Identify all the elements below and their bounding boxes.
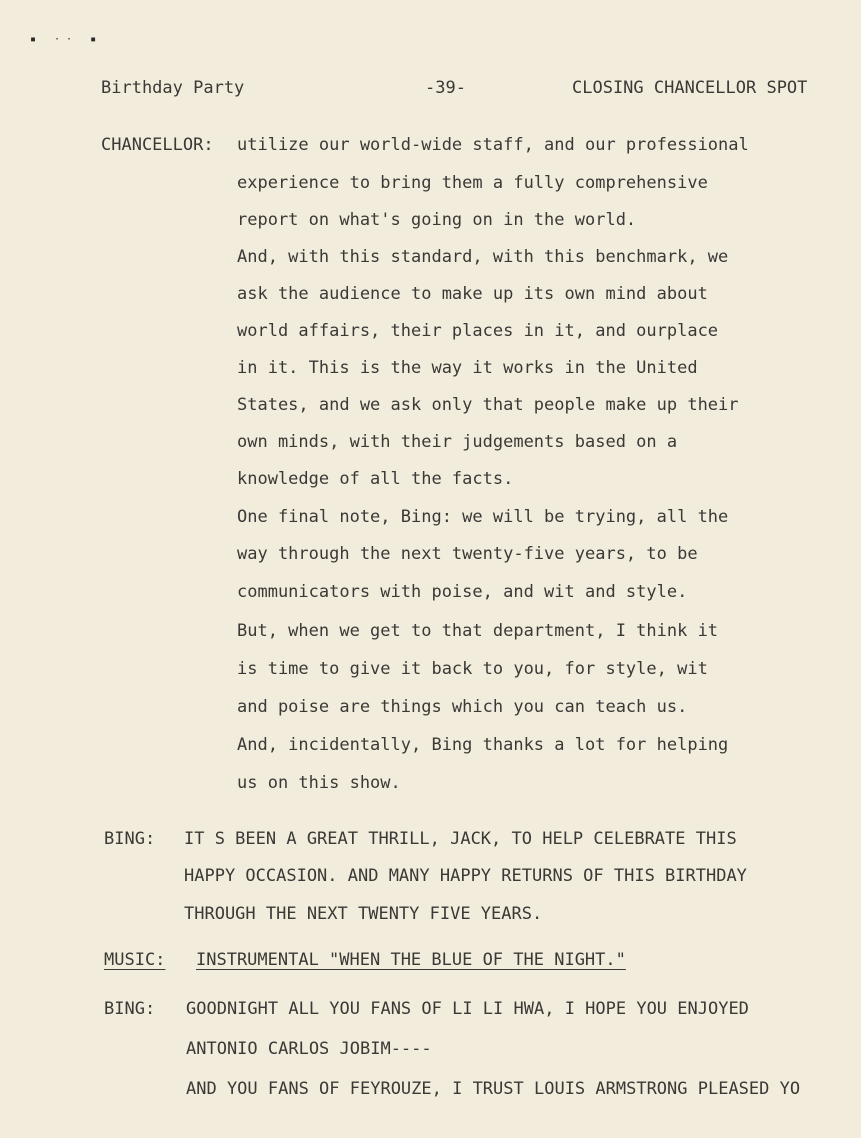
- dialogue-line: and poise are things which you can teach us.: [237, 697, 688, 717]
- dialogue-line: own minds, with their judgements based on a: [237, 432, 678, 452]
- speaker-bing: BING:: [104, 999, 156, 1019]
- dialogue-line: ask the audience to make up its own mind about: [237, 284, 708, 304]
- dialogue-line: AND YOU FANS OF FEYROUZE, I TRUST LOUIS ARMSTRONG PLEASED YO: [186, 1079, 801, 1099]
- speaker-chancellor: CHANCELLOR:: [101, 135, 214, 155]
- header-title: Birthday Party: [101, 78, 245, 98]
- music-cue: INSTRUMENTAL "WHEN THE BLUE OF THE NIGHT.": [196, 950, 626, 970]
- dialogue-line: But, when we get to that department, I think it: [237, 621, 719, 641]
- dialogue-line: experience to bring them a fully comprehensive: [237, 173, 708, 193]
- speaker-bing: BING:: [104, 829, 156, 849]
- dialogue-line: utilize our world-wide staff, and our professional: [237, 135, 749, 155]
- dialogue-line: THROUGH THE NEXT TWENTY FIVE YEARS.: [184, 904, 543, 924]
- corner-marks: ▪ ·· ▪: [30, 34, 103, 45]
- dialogue-line: communicators with poise, and wit and style.: [237, 582, 688, 602]
- dialogue-line: GOODNIGHT ALL YOU FANS OF LI LI HWA, I HOPE YOU ENJOYED: [186, 999, 749, 1019]
- dialogue-line: world affairs, their places in it, and ourplace: [237, 321, 719, 341]
- dialogue-line: ANTONIO CARLOS JOBIM----: [186, 1039, 432, 1059]
- dialogue-line: report on what's going on in the world.: [237, 210, 637, 230]
- dialogue-line: And, incidentally, Bing thanks a lot for helping: [237, 735, 729, 755]
- page-number: -39-: [425, 78, 466, 98]
- dialogue-line: States, and we ask only that people make up their: [237, 395, 739, 415]
- dialogue-line: One final note, Bing: we will be trying, all the: [237, 507, 729, 527]
- dialogue-line: knowledge of all the facts.: [237, 469, 514, 489]
- dialogue-line: way through the next twenty-five years, to be: [237, 544, 698, 564]
- dialogue-line: IT S BEEN A GREAT THRILL, JACK, TO HELP CELEBRATE THIS: [184, 829, 737, 849]
- music-label: MUSIC:: [104, 950, 166, 970]
- dialogue-line: And, with this standard, with this benchmark, we: [237, 247, 729, 267]
- header-section: CLOSING CHANCELLOR SPOT: [572, 78, 808, 98]
- dialogue-line: HAPPY OCCASION. AND MANY HAPPY RETURNS OF THIS BIRTHDAY: [184, 866, 747, 886]
- dialogue-line: is time to give it back to you, for style, wit: [237, 659, 708, 679]
- dialogue-line: in it. This is the way it works in the United: [237, 358, 698, 378]
- dialogue-line: us on this show.: [237, 773, 401, 793]
